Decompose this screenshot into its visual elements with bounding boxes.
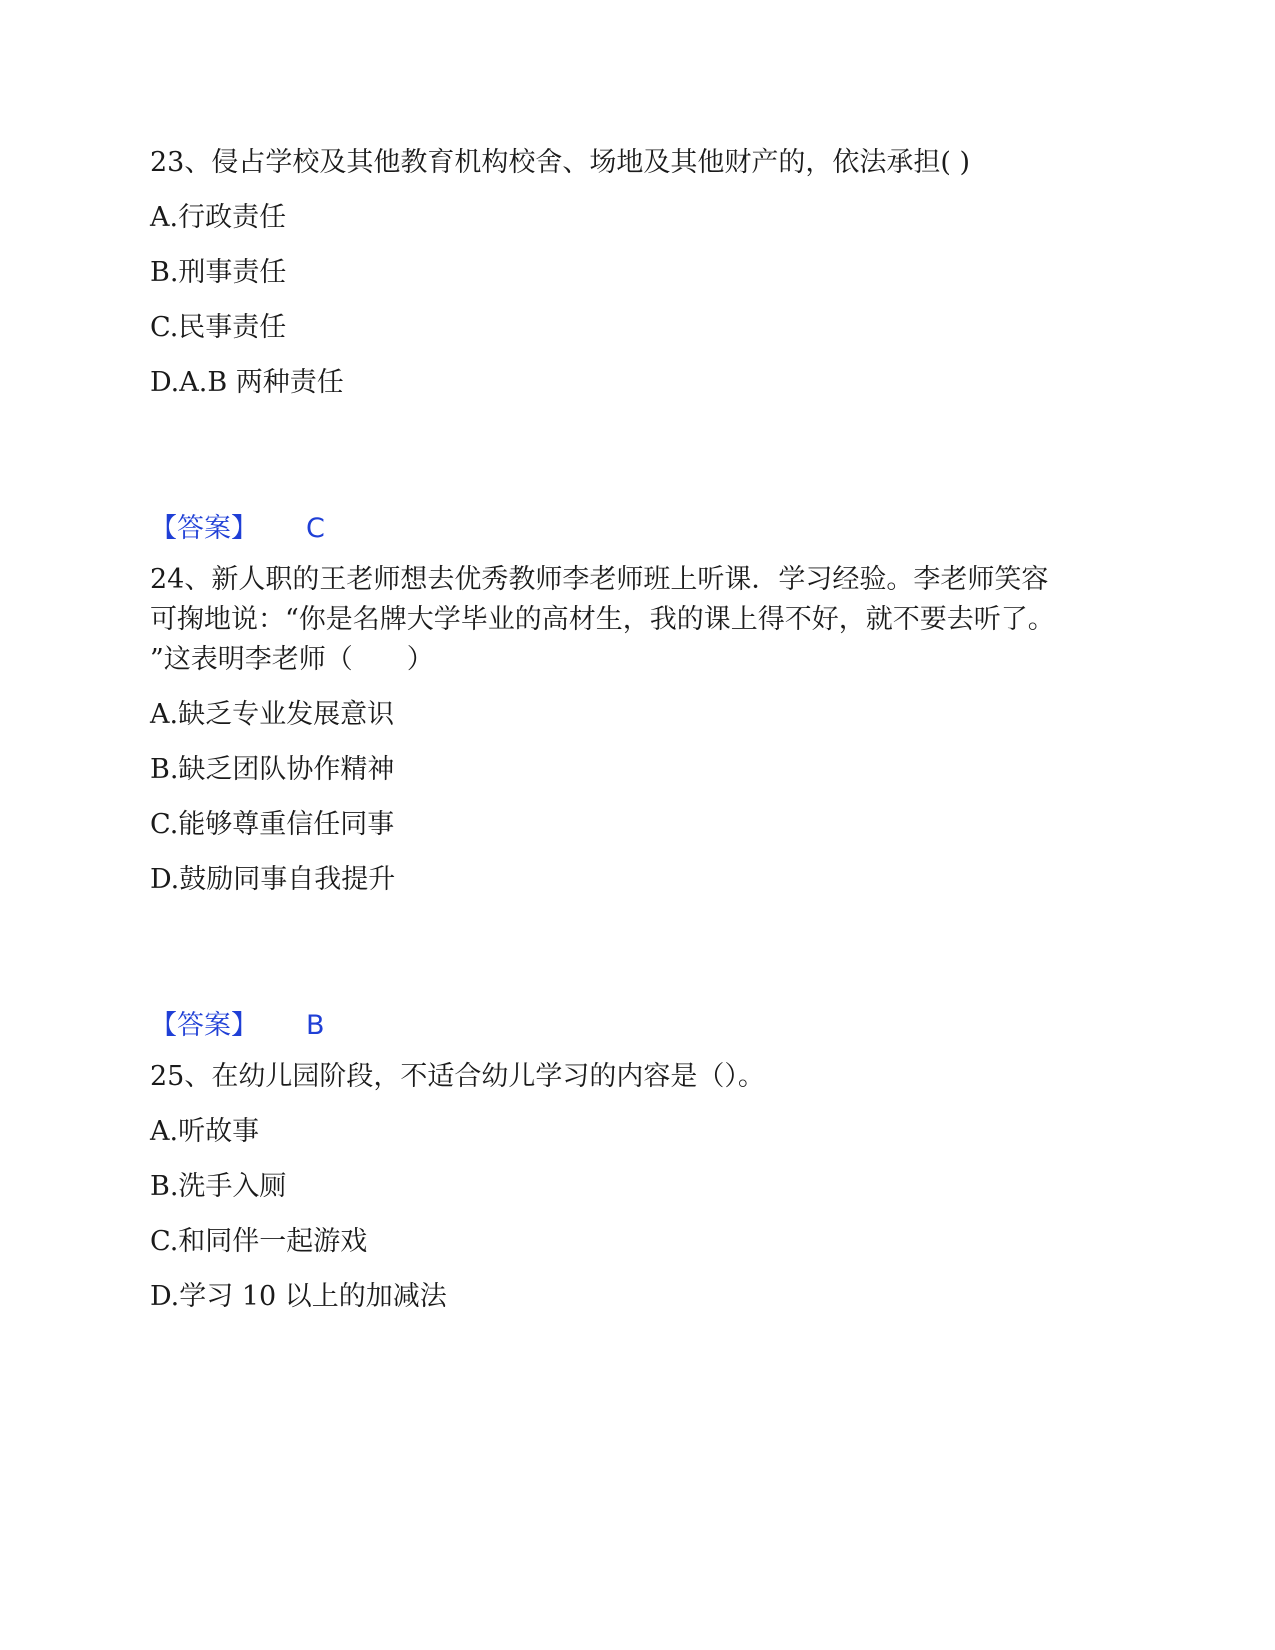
question-24-stem-line-3: ”这表明李老师（ ）	[150, 644, 434, 675]
question-24-option-d: D.鼓励同事自我提升	[150, 864, 396, 895]
question-24-stem-line-1: 24、新人职的王老师想去优秀教师李老师班上听课．学习经验。李老师笑容	[150, 564, 1049, 595]
question-24-option-c: C.能够尊重信任同事	[150, 809, 395, 840]
question-23-option-a: A.行政责任	[150, 202, 287, 233]
question-23-option-c: C.民事责任	[150, 312, 287, 343]
question-23-option-b: B.刑事责任	[150, 257, 287, 288]
question-24-stem-line-2: 可掬地说：“你是名牌大学毕业的高材生，我的课上得不好，就不要去听了。	[150, 604, 1055, 635]
question-25-option-c: C.和同伴一起游戏	[150, 1226, 368, 1257]
answer-label: 【答案】	[150, 1010, 258, 1041]
answer-label: 【答案】	[150, 513, 258, 544]
question-25-option-b: B.洗手入厕	[150, 1171, 287, 1202]
answer-value: C	[306, 513, 325, 544]
question-25-option-d: D.学习 10 以上的加减法	[150, 1281, 447, 1312]
question-23-stem: 23、侵占学校及其他教育机构校舍、场地及其他财产的，依法承担( )	[150, 147, 971, 178]
answer-23	[150, 509, 325, 549]
question-25-stem: 25、在幼儿园阶段，不适合幼儿学习的内容是（）。	[150, 1061, 765, 1092]
question-25-option-a: A.听故事	[150, 1116, 260, 1147]
question-24-option-a: A.缺乏专业发展意识	[150, 699, 395, 730]
answer-value: B	[306, 1010, 325, 1041]
question-24-option-b: B.缺乏团队协作精神	[150, 754, 395, 785]
question-23-option-d: D.A.B 两种责任	[150, 367, 344, 398]
answer-24	[150, 1006, 325, 1046]
